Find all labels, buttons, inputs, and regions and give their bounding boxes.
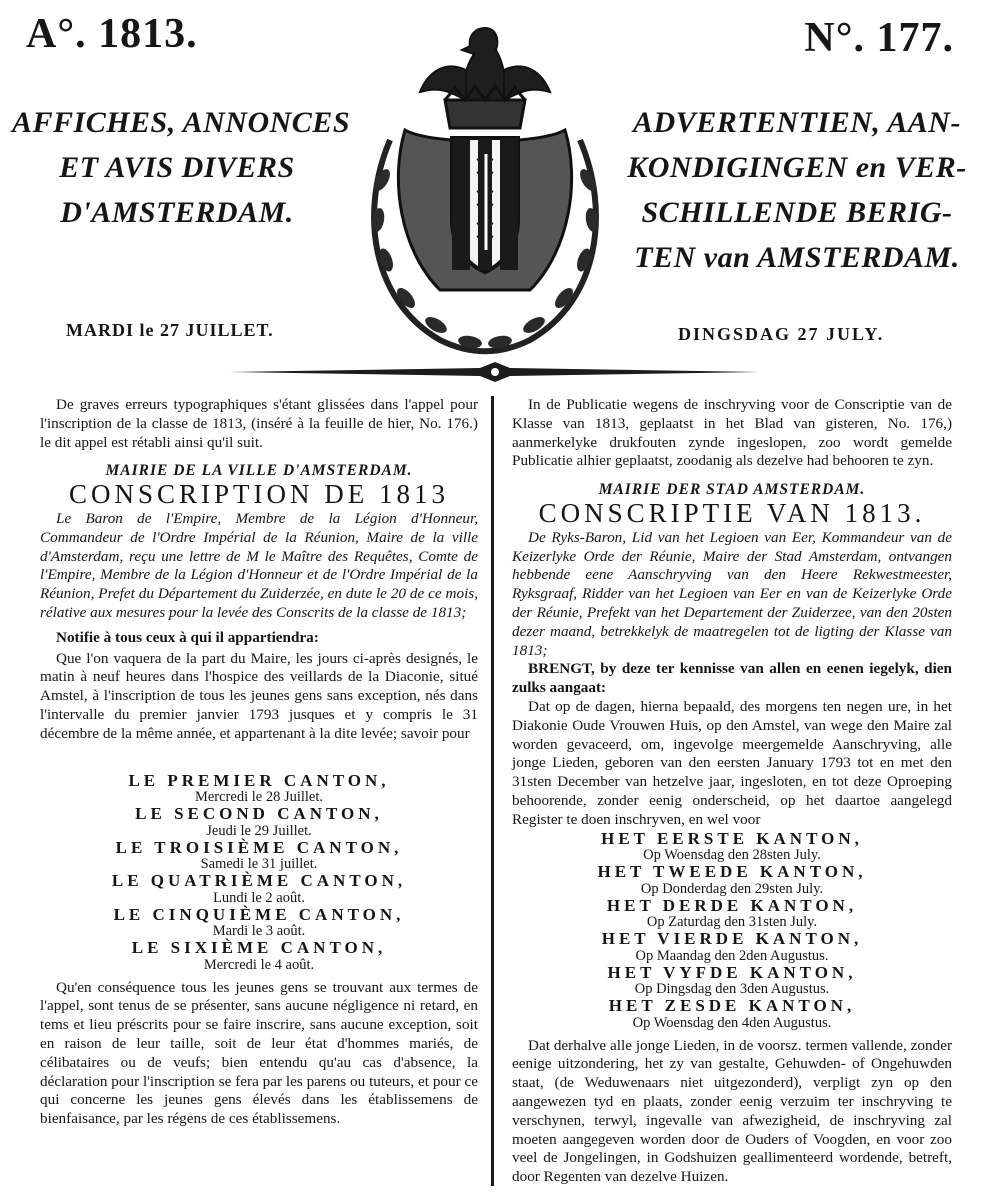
dutch-canton-day: Op Woensdag den 4den Augustus. (632, 1014, 832, 1031)
french-canton-name: LE TROISIÈME CANTON, (115, 837, 403, 857)
dutch-erratum: In de Publicatie wegens de inschryving voor de Conscriptie van de Klasse van 1813, geplaatst in het Blad van gisteren, No. 176,) aanmerkelyke drukfouten zynde ingeslopen, zoo wordt gemelde Publicatie alhier geplaatst, zoodanig als dezelve had behooren te zyn. (512, 396, 952, 470)
dutch-canton-day: Op Dingsdag den 3den Augustus. (634, 981, 830, 998)
french-canton-list (40, 772, 478, 973)
dutch-mairie-heading: MAIRIE DER STAD AMSTERDAM. (598, 481, 866, 499)
french-title-line-1: AFFICHES, ANNONCES (12, 106, 351, 139)
dutch-canton-name: HET TWEEDE KANTON, (597, 862, 867, 882)
french-erratum: De graves erreurs typographiques s'étant glissées dans l'appel pour l'inscription de la classe de 1813, (inséré à la feuille de hier, No. 176.) le dit appel est rétabli ainsi qu'il suit. (40, 396, 478, 451)
dutch-canton-name: HET EERSTE KANTON, (601, 828, 863, 848)
french-intro: Le Baron de l'Empire, Membre de la Légion d'Honneur, Commandeur de l'Ordre Impérial de la Réunion, Maire de la ville d'Amsterdam, reçu une lettre de M le Maître des Requêtes, Comte de l'Empire, Membre de la Légion d'Honneur et de l'Ordre Impérial de la Réunion, Prefet du Département du Zuiderzée, en dute le 20 de ce mois, rélative aux mesures pour la levée des Conscrits de la classe de 1813; (40, 509, 478, 621)
french-canton-day: Mardi le 3 août. (212, 923, 306, 940)
french-canton-name: LE QUATRIÈME CANTON, (111, 871, 407, 891)
dutch-canton-name: HET ZESDE KANTON, (608, 996, 856, 1016)
dutch-body: Dat op de dagen, hierna bepaald, des morgens ten negen ure, in het Diakonie Oude Vrouwen Huis, op den Amstel, van wege den Maire zal worden gevaceerd, om, ingevolge meergemelde Aanschryving, alle jonge Lieden, geboren van den eersten January 1793 tot en met den 31sten December van hetzelve jaar, ingesloten, en tot deze Oproeping behoorende, zonder eenig onderscheid, op het daartoe aangelegd Register te doen inschryven, en wel voor (512, 697, 952, 828)
dutch-closing: Dat derhalve alle jonge Lieden, in de voorsz. termen vallende, zonder eenige uitzondering, het zy van gestalte, Gehuwden- of Ongehuwden staat, (de Weduwenaars niet uitgezonderd), verpligt zyn op den aangewezen tyd en plaats, zonder eenig verzuim ter inschryving te verschynen, terwyl, ingevalle van afwezigheid, de inschryving zal moeten aangegeven worden door de Ouders of Voogden, en voor zoo veel de Jongelingen, in Godshuizen geallimenteerd wordende, betreft, door Regenten van dezelve Huizen. (512, 1036, 952, 1186)
dutch-title-line-4: TEN van AMSTERDAM. (634, 241, 960, 274)
french-title-line-3: D'AMSTERDAM. (60, 196, 294, 229)
french-column (40, 396, 478, 1129)
dutch-canton-name: HET DERDE KANTON, (606, 895, 858, 915)
dutch-canton-name: HET VIERDE KANTON, (601, 929, 863, 949)
french-canton-day: Mercredi le 28 Juillet. (194, 789, 324, 806)
french-canton-name: LE CINQUIÈME CANTON, (113, 904, 405, 924)
coat-of-arms-icon (350, 20, 620, 365)
dutch-canton-list (512, 830, 952, 1031)
dutch-intro: De Ryks-Baron, Lid van het Legioen van Eer, Kommandeur van de Keizerlyke Orde der Réunie, Maire der Stad Amsterdam, ontvangen hebbende eene Aanschryving van den Heere Rekwestmeester, Ryksgraaf, Ridder van het Legioen van Eer en van de Keizerlyke Orde der Réunie, Prefekt van het Departement der Zuiderzee, van den 20sten dezer maand, betrekkelyk de maatregelen tot de ligting der Klasse van 1813; (512, 528, 952, 659)
french-title-line-2: ET AVIS DIVERS (59, 151, 295, 184)
dutch-title-line-2: KONDIGINGEN en VER- (627, 151, 967, 184)
french-canton-day: Jeudi le 29 Juillet. (206, 822, 312, 839)
french-canton-day: Samedi le 31 juillet. (200, 856, 318, 873)
french-title (12, 100, 351, 235)
dutch-title-line-1: ADVERTENTIEN, AAN- (633, 106, 961, 139)
issue-number: N°. 177. (804, 15, 954, 61)
dutch-canton-name: HET VYFDE KANTON, (607, 962, 857, 982)
dutch-column (512, 396, 952, 1187)
french-canton-name: LE PREMIER CANTON, (128, 770, 390, 790)
issue-year: A°. 1813. (26, 11, 198, 57)
dutch-date: DINGSDAG 27 JULY. (678, 324, 885, 344)
french-canton-name: LE SIXIÈME CANTON, (131, 938, 387, 958)
dutch-title-line-3: SCHILLENDE BERIG- (641, 196, 953, 229)
french-canton-day: Mercredi le 4 août. (203, 956, 315, 973)
dutch-canton-day: Op Zaturdag den 31sten July. (646, 914, 818, 931)
french-closing: Qu'en conséquence tous les jeunes gens se trouvant aux termes de l'appel, sont tenus de se présenter, sans aucune négligence ni retard, en tems et lieu préscrits pour se faire inscrire, sans aucune exception, soit en raison de leur taille, soit de leur état d'hommes mariés, de célibataires ou de veufs; bien entendu qu'au cas d'absence, la déclaration pour l'inscription se fera par les parens ou tuteurs, et pour ce qui concerne les jeunes gens élevés dans les établissemens de bienfaisance, par les régens de ces établissemens. (40, 978, 478, 1128)
dutch-canton-day: Op Woensdag den 28sten July. (643, 847, 821, 864)
french-notice: Notifie à tous ceux à qui il appartiendra: (56, 628, 319, 646)
french-date: MARDI le 27 JUILLET. (66, 320, 274, 340)
dutch-conscription-heading: CONSCRIPTIE VAN 1813. (538, 497, 926, 528)
column-rule (491, 396, 494, 1186)
dutch-brengt: BRENGT, by deze ter kennisse van allen en eenen iegelyk, dien zulks aangaat: (512, 660, 952, 697)
french-canton-name: LE SECOND CANTON, (135, 804, 383, 824)
dutch-canton-day: Op Maandag den 2den Augustus. (635, 947, 829, 964)
french-mairie-heading: MAIRIE DE LA VILLE D'AMSTERDAM. (105, 462, 413, 480)
french-body: Que l'on vaquera de la part du Maire, les jours ci-après designés, le matin à neuf heures dans l'hospice des veillards de la Diaconie, situé Amstel, à l'inscription de tous les jeunes gens sans exception, nés dans l'intervalle du premier janvier 1793 jusques et y compris le 31 décembre de la même année, et appartenant à la dite levée; savoir pour (40, 649, 478, 742)
french-canton-day: Lundi le 2 août. (213, 889, 305, 906)
french-conscription-heading: CONSCRIPTION DE 1813 (68, 479, 450, 510)
dutch-canton-day: Op Donderdag den 29sten July. (640, 880, 824, 897)
ornament-divider-icon (230, 362, 760, 382)
dutch-title (612, 100, 982, 280)
